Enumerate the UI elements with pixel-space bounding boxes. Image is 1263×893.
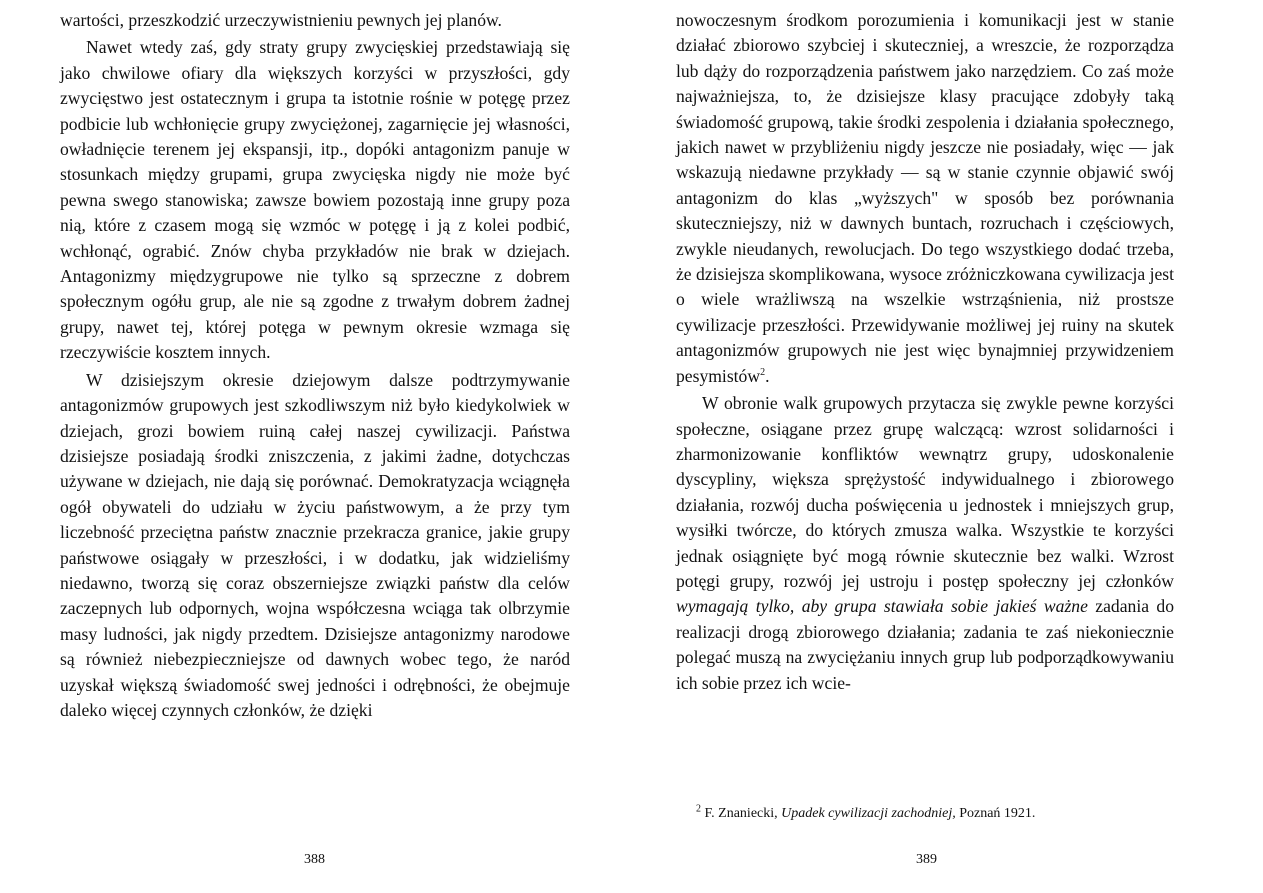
left-page [60, 8, 570, 723]
footnote-author: F. Znaniecki, [704, 806, 778, 821]
italic-emphasis: wymagają tylko, aby grupa stawiała sobie jakieś ważne [676, 596, 1088, 617]
footnote-title: Upadek cywilizacji zachodniej, [781, 806, 956, 821]
footnote [696, 803, 1036, 822]
paragraph: wartości, przeszkodzić urzeczywistnieniu pewnych jej planów. [60, 10, 502, 30]
page-number-right: 389 [916, 852, 937, 867]
footnote-reference: 2 [760, 366, 766, 378]
paragraph-text: zadania do realizacji drogą zbiorowego działania; zadania te zaś niekoniecznie polegać muszą na zwyciężaniu innych grup lub podporządkowywaniu ich sobie przez ich wcie- [676, 596, 1175, 693]
paragraph-end: . [765, 365, 770, 386]
right-page-text [676, 8, 1174, 696]
page-number-left: 388 [304, 852, 325, 867]
left-page-text [60, 8, 570, 723]
paragraph: W dzisiejszym okresie dziejowym dalsze podtrzymywanie antagonizmów grupowych jest szkodliwszym niż było kiedykolwiek w dziejach, grozi bowiem ruiną całej naszej cywilizacji. Państwa dzisiejsze posiadają środki zniszczenia, z jakimi żadne, dotychczas używane w dziejach, nie dają się porównać. Demokratyzacja wciągnęła ogół obywateli do udziału w życiu państwowym, a że przy tym liczebność przeciętna państw znacznie przekracza granice, jakie grupy państwowe osiągały w przeszłości, i w dodatku, jak widzieliśmy niedawno, tworzą się coraz obszerniejsze związki państw dla celów zaczepnych lub odpornych, wojna współczesna wciąga tak olbrzymie masy ludności, jak nigdy przedtem. Dzisiejsze antagonizmy narodowe są również niebezpieczniejsze od dawnych wobec tego, że naród uzyskał większą świadomość swej jedności i odrębności, że obejmuje daleko więcej czynnych członków, że dzięki [60, 369, 570, 720]
paragraph [676, 8, 1174, 389]
paragraph [676, 391, 1174, 696]
paragraph-text: nowoczesnym środkom porozumienia i komunikacji jest w stanie działać zbiorowo szybciej i skuteczniej, a wreszcie, że rozporządza lub dąży do rozporządzenia państwem jako narzędziem. Co zaś może najważniejsza, to, że dzisiejsze klasy pracujące zdobyły taką świadomość grupową, takie środki zespolenia i działania społecznego, jakich nawet w przybliżeniu nigdy jeszcze nie posiadały, więc — jak wskazują niedawne przykłady — są w stanie czynnie objawić swój antagonizm do klas „wyższych" w sposób bez porównania skuteczniejszy, niż w dawnych buntach, rozruchach i częściowych, zwykle nieudanych, rewolucjach. Do tego wszystkiego dodać trzeba, że dzisiejsza skomplikowana, wysoce zróżniczkowana cywilizacja jest o wiele wrażliwszą na wszelkie wstrząśnienia, niż prostsze cywilizacje przeszłości. Przewidywanie możliwej jej ruiny na skutek antagonizmów grupowych nie jest więc bynajmniej przywidzeniem pesymistów [676, 10, 1174, 386]
paragraph: Nawet wtedy zaś, gdy straty grupy zwycięskiej przedstawiają się jako chwilowe ofiary dla większych korzyści w przyszłości, gdy zwycięstwo jest ostatecznym i grupa ta istotnie rośnie w potęgę przez podbicie lub wchłonięcie grupy zwyciężonej, zagarnięcie jej własności, owładnięcie terenem jej ekspansji, itp., dopóki antagonizm panuje w stosunkach między grupami, grupa zwycięska nigdy nie może być pewna swego stanowiska; zawsze bowiem pozostają inne grupy poza nią, które z czasem mogą się wzmóc w potęgę i ją z kolei podbić, wchłonąć, ograbić. Znów chyba przykładów nie brak w dziejach. Antagonizmy międzygrupowe nie tylko są sprzeczne z dobrem społecznym ogółu grup, ale nie są zgodne z trwałym dobrem żadnej grupy, nawet tej, której potęga w pewnym okresie wzmaga się rzeczywiście kosztem innych. [60, 37, 570, 363]
paragraph-text: W obronie walk grupowych przytacza się zwykle pewne korzyści społeczne, osiągane przez grupę walczącą: wzrost solidarności i zharmonizowanie konfliktów wewnątrz grupy, udoskonalenie dyscypliny, większa sprężystość indywidualnego i zbiorowego działania, rozwój ducha poświęcenia u jednostek i mniejszych grup, wysiłki twórcze, do których zmusza walka. Wszystkie te korzyści jednak osiągnięte być mogą równie skutecznie bez walki. Wzrost potęgi grupy, rozwój jej ustroju i postęp społeczny jej członków [676, 393, 1174, 591]
right-page [676, 8, 1174, 696]
footnote-marker: 2 [696, 803, 701, 815]
footnote-place-year: Poznań 1921. [959, 806, 1036, 821]
